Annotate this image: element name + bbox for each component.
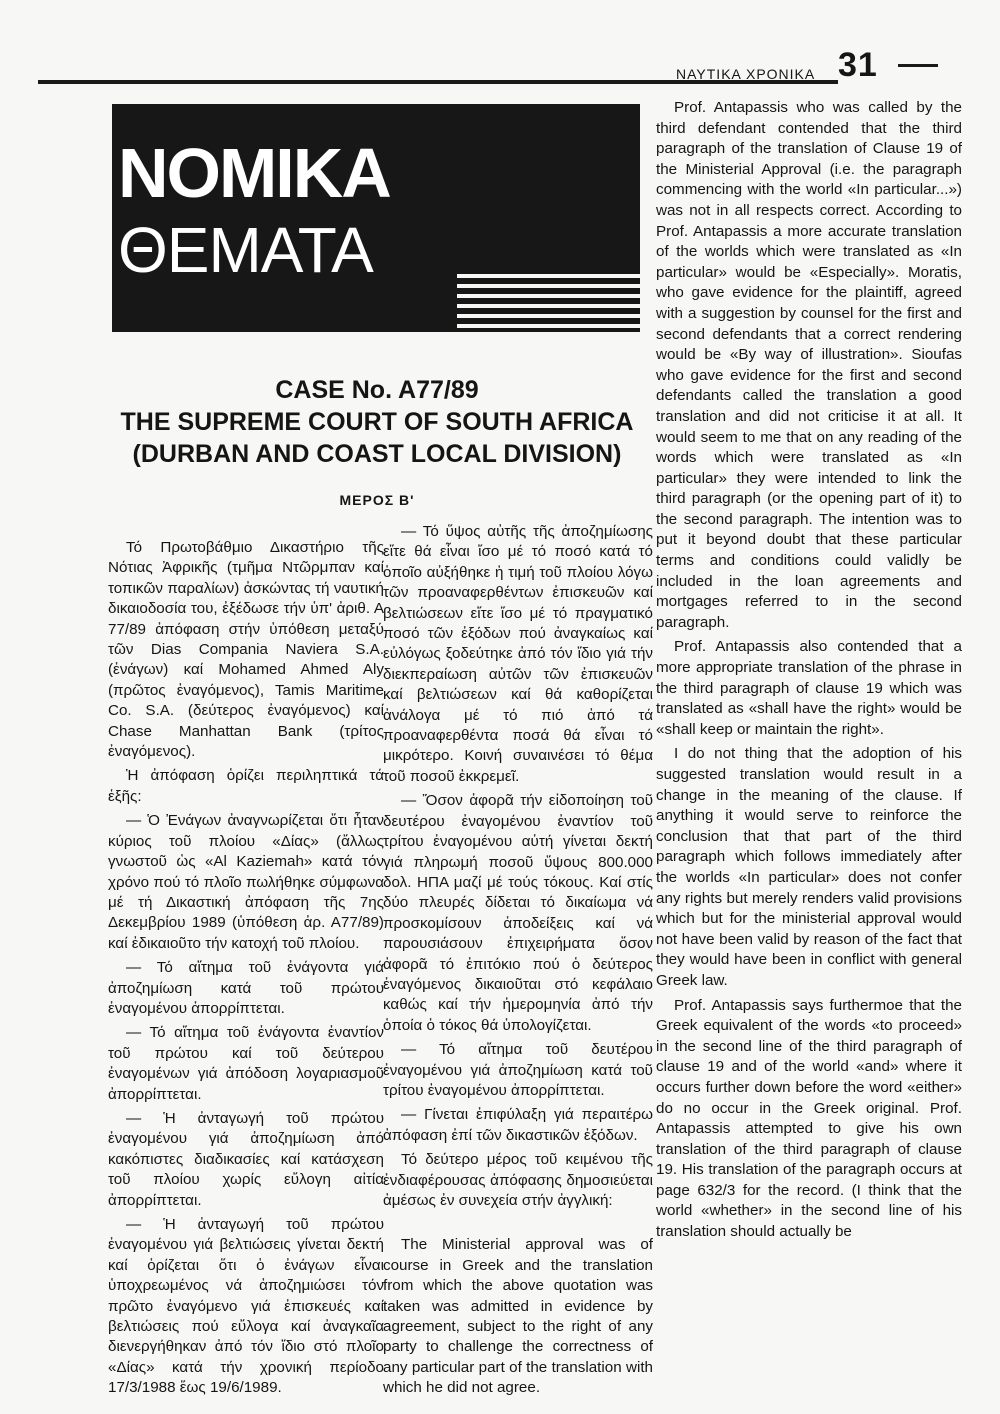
paragraph: I do not thing that the adoption of his suggested translation would result in a change in the meaning of the clause. If anything it would serve to reinforce the conclusion that that part of the third paragraph which follows immediately after the worlds «In particular» does not confer any rights but merely renders valid provisions which but for the ministerial approval would not have been valid by reason of the fact that they would have been in conflict with general Greek law. (656, 745, 962, 989)
paragraph: The Ministerial approval was of course in Greek and the translation from which the above quotation was taken was admitted in evidence by agreement, subject to the right of any party to challenge the correctness of any particular part of the translation with which he did not agree. (383, 1236, 653, 1397)
paragraph: Τό Πρωτοβάθμιο Δικαστήριο τῆς Νότιας Ἀφρικῆς (τμῆμα Ντῶρμπαν καί τοπικῶν παραλίων) ἀσκώντας τή ναυτική δικαιοδοσία του, ἐξέδωσε τήν ὑπ' ἀριθ. Α 77/89 ἀπόφαση στήν ὑπόθεση μεταξύ τῶν Dias Compania Naviera S.A. (ἐνάγων) καί Mohamed Ahmed Aly (πρῶτος ἐναγόμενος), Tamis Maritime Co. S.A. (δεύτερος ἐναγόμενος) καί Chase Manhattan Bank (τρίτος ἐναγόμενος). (108, 539, 384, 761)
section-banner (112, 104, 640, 332)
paragraph: — Τό ὕψος αὐτῆς τῆς ἀποζημίωσης εἴτε θά εἶναι ἴσο μέ τό ποσό κατά τό ὁποῖο αὐξήθηκε ἡ τιμή τοῦ πλοίου λόγω τῶν προαναφερθέντων ἐπισκευῶν καί βελτιώσεων εἴτε ἴσο μέ τό πραγματικό ποσό τῶν ἐξόδων πού ἀναγκαίως καί εὐλόγως ξοδεύτηκε ἀπό τόν ἴδιο γιά τήν διεκπεραίωση αὐτῶν τῶν ἐπισκευῶν καί βελτιώσεων καί θά καθορίζεται ἀνάλογα μέ τό πιό ἀπό τά προαναφερθέντα ποσά θά εἶναι τό μικρότερο. Κοινή συναινέσει τό θέμα τοῦ ποσοῦ ἐκκρεμεῖ. (383, 523, 653, 785)
banner-title-line1: ΝΟΜΙΚΑ (118, 134, 390, 212)
banner-stripe (457, 284, 640, 288)
court-name: THE SUPREME COURT OF SOUTH AFRICA (120, 408, 634, 436)
banner-stripe (457, 304, 640, 308)
paragraph: Ἡ ἀπόφαση ὁρίζει περιληπτικά τά ἑξῆς: (108, 767, 384, 805)
paragraph: — Γίνεται ἐπιφύλαξη γιά περαιτέρω ἀπόφαση ἐπί τῶν δικαστικῶν ἐξόδων. (383, 1106, 653, 1144)
column-2 (383, 522, 653, 1403)
paragraph: — Ὅσον ἀφορᾶ τήν εἰδοποίηση τοῦ δευτέρου ἐναγομένου ἐναντίον τοῦ τρίτου ἐναγομένου αὐτή γίνεται δεκτή γιά πληρωμή ποσοῦ ὕψους 800.000 δολ. ΗΠΑ μαζί μέ τούς τόκους. Καί στίς δύο πλευρές δίδεται τό δικαίωμα νά προσκομίσουν ἀποδείξεις καί νά παρουσιάσουν ἐπιχειρήματα ὅσον ἀφορᾶ τό ἐπιτόκιο πού ὁ δεύτερος ἐναγόμενος δικαιοῦται στό κεφάλαιο καθώς καί τήν ἡμερομηνία ἀπό τήν ὁποία ὁ τόκος θά ὑπολογίζεται. (383, 792, 653, 1034)
paragraph: — Ἡ ἀνταγωγή τοῦ πρώτου ἐναγομένου γιά βελτιώσεις γίνεται δεκτή καί ὁρίζεται ὅτι ὁ ἐνάγων εἶναι ὑποχρεωμένος νά ἀποζημιώσει τόν πρῶτο ἐναγόμενο γιά ἐπισκευές καί βελτιώσεις πού εὔλογα καί ἀναγκαῖα διενεργήθηκαν ἀπό τόν ἴδιο στό πλοῖο «Δίας» κατά τήν χρονική περίοδο 17/3/1988 ἕως 19/6/1989. (108, 1216, 384, 1397)
court-division: (DURBAN AND COAST LOCAL DIVISION) (132, 440, 622, 468)
page-number: 31 (838, 46, 878, 84)
banner-stripe (457, 294, 640, 298)
paragraph: — Τό αἴτημα τοῦ ἐνάγοντα ἐναντίον τοῦ πρώτου καί τοῦ δεύτερου ἐναγομένων γιά ἀπόδοση λογαριασμοῦ ἀπορρίπτεται. (108, 1024, 384, 1103)
paragraph: Prof. Antapassis who was called by the third defendant contended that the third paragraph of the translation of Clause 19 of the Ministerial Approval (i.e. the paragraph commencing with the world «In particular...») was not in all respects correct. According to Prof. Antapassis a more accurate translation of the worlds which were translated as «In particular» would be «Especially». Moratis, who gave evidence for the plaintiff, agreed with a suggestion by counsel for the first and second defendants that a correct rendering would be «By way of illustration». Sioufas who gave evidence for the first and second defendants called the translation a good translation and did not criticise it at all. It would seem to me that on any reading of the words which were translated as «In particular» they were intended to link the third paragraph (or the opening part of it) to the second paragraph. The intention was to put it beyond doubt that these particular terms and conditions could validly be included in the loan agreements and mortgages referred to in the second paragraph. (656, 99, 962, 631)
paragraph: — Τό αἴτημα τοῦ ἐνάγοντα γιά ἀποζημίωση κατά τοῦ πρώτου ἐναγομένου ἀπορρίπτεται. (108, 959, 384, 1017)
column-1 (108, 538, 384, 1403)
case-title (110, 374, 644, 470)
journal-name: ΝΑΥΤΙΚΑ ΧΡΟΝΙΚΑ (676, 66, 816, 82)
header-rule-right (898, 64, 938, 67)
banner-stripe (457, 324, 640, 328)
banner-title-line2: ΘΕΜΑΤΑ (118, 214, 373, 286)
banner-stripe (457, 274, 640, 278)
paragraph: — Ἡ ἀνταγωγή τοῦ πρώτου ἐναγομένου γιά ἀποζημίωση ἀπό κακόπιστες διαδικασίες καί κατάσχεση τοῦ πλοίου χωρίς εὔλογη αἰτία ἀπορρίπτεται. (108, 1109, 384, 1209)
paragraph: Prof. Antapassis also contended that a more appropriate translation of the phrase in the third paragraph of clause 19 which was translated as «shall have the right» would be «shall keep or maintain the right». (656, 638, 962, 738)
paragraph: Prof. Antapassis says furthermoe that the Greek equivalent of the words «to proceed» in the second line of the third paragraph of clause 19 and of the world «and» where it occurs further down before the word «either» do no occur in the Greek original. Prof. Antapassis attempted to give his own translation of the third paragraph of clause 19. His translation of the paragraph occurs at page 632/3 for the record. (I think that the world «whether» in the second line of his translation should actually be (656, 996, 962, 1241)
case-number: CASE No. A77/89 (275, 376, 479, 404)
paragraph: — Ὁ Ἐνάγων ἀναγνωρίζεται ὅτι ἦταν κύριος τοῦ πλοίου «Δίας» (ἄλλως γνωστοῦ ὡς «Al Kaziemah» κατά τόν χρόνο πού τό πλοῖο πωλήθηκε σύμφωνα μέ τή Δικαστική ἀπόφαση τῆς 7ης Δεκεμβρίου 1989 (ὑπόθεση ἀρ. Α77/89) καί ἐδικαιοῦτο τήν κατοχή τοῦ πλοίου. (108, 812, 384, 952)
part-heading: ΜΕΡΟΣ Β' (339, 492, 415, 508)
column-3 (656, 98, 962, 1247)
banner-stripe (457, 314, 640, 318)
paragraph: — Τό αἴτημα τοῦ δευτέρου ἐναγομένου γιά ἀποζημίωση κατά τοῦ τρίτου ἐναγομένου ἀπορρίπτεται. (383, 1041, 653, 1099)
paragraph: Τό δεύτερο μέρος τοῦ κειμένου τῆς ἐνδιαφέρουσας ἀπόφασης δημοσιεύεται ἀμέσως ἐν συνεχεία στήν ἀγγλική: (383, 1151, 653, 1209)
